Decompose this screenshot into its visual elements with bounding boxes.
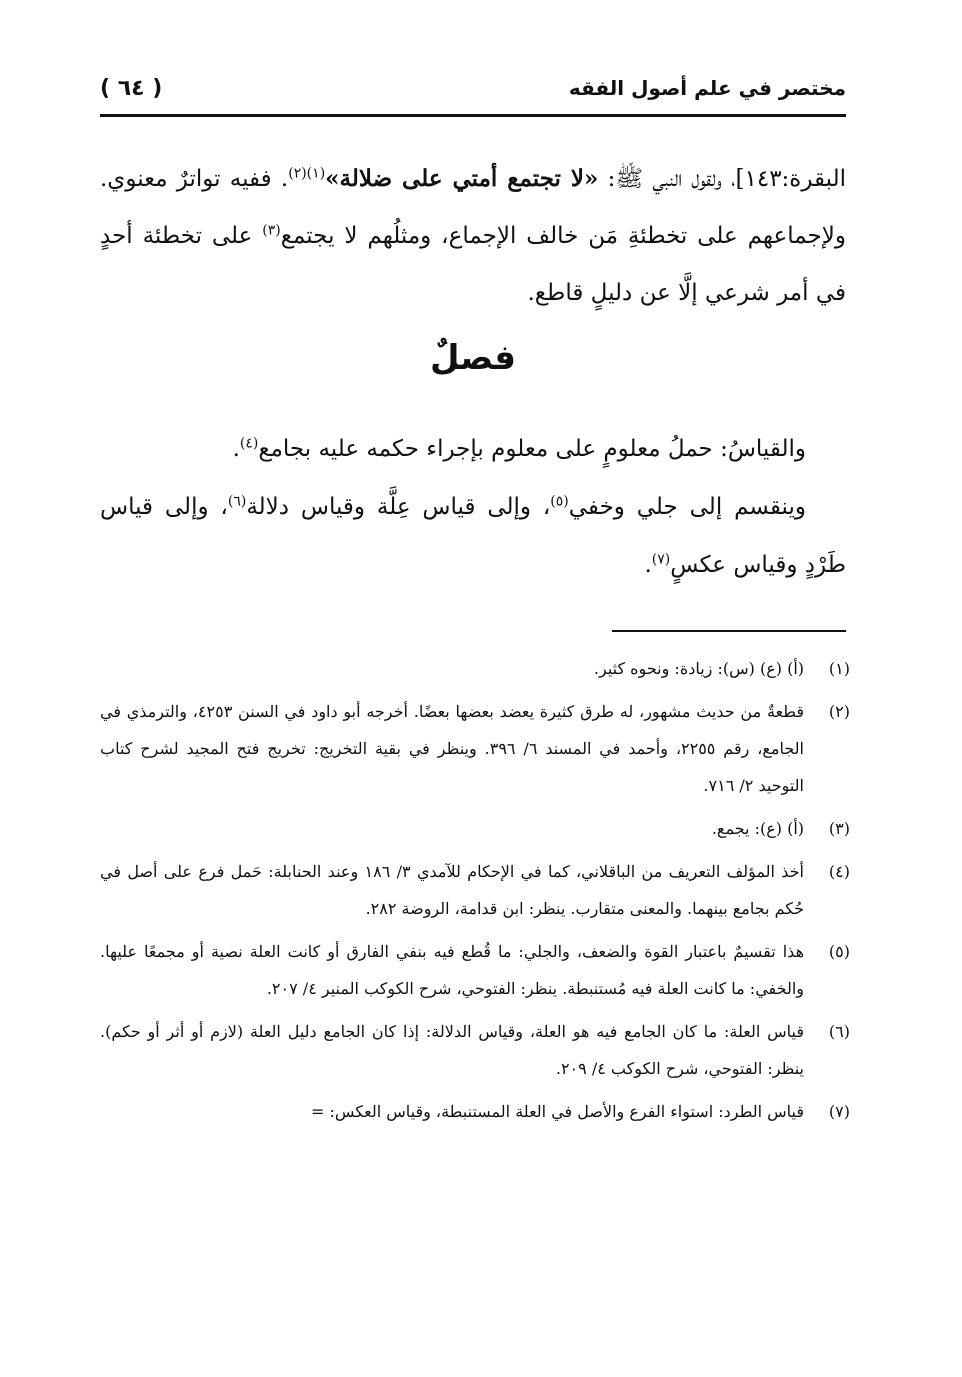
footnote-ref-1-2: (١)(٢) xyxy=(288,165,326,182)
division-text-a: وينقسم إلى جلي وخفي xyxy=(568,494,806,520)
footnote-ref-7: (٧) xyxy=(651,551,671,568)
book-title: مختصر في علم أصول الفقه xyxy=(568,76,846,100)
footnote-number: (٧) xyxy=(828,1102,850,1121)
section-body xyxy=(100,420,846,594)
footnote xyxy=(100,810,850,847)
definition-text: والقياسُ: حملُ معلومٍ على معلوم بإجراء حكمه عليه بجامع xyxy=(258,436,806,462)
citation-text: البقرة:١٤٣]، ولقول النبي ﷺ: xyxy=(598,166,847,192)
running-header xyxy=(100,68,846,108)
division-text-c: ، وإلى قياس طَرْدٍ وقياس عكسٍ xyxy=(100,494,846,578)
division-paragraph xyxy=(100,478,846,594)
footnote-ref-5: (٥) xyxy=(550,493,569,510)
footnote xyxy=(100,853,850,927)
footnote-ref-6: (٦) xyxy=(227,493,247,510)
footnote-text: (أ) (ع) (س): زيادة: ونحوه كثير. xyxy=(593,659,804,678)
footnote-number: (٥) xyxy=(828,942,850,961)
footnote xyxy=(100,650,850,687)
definition-paragraph xyxy=(100,420,846,478)
punctuation: . xyxy=(232,436,240,462)
header-divider xyxy=(100,114,846,117)
footnote-text: (أ) (ع): يجمع. xyxy=(711,819,804,838)
footnote-number: (٣) xyxy=(828,819,850,838)
paragraph-text-end: على تخطئة أحدٍ في أمر شرعي إلَّا عن دليلٍ قاطع. xyxy=(100,223,846,306)
footnote xyxy=(100,1013,850,1087)
footnote xyxy=(100,1093,850,1130)
division-text-b: ، وإلى قياس عِلَّة وقياس دلالة xyxy=(246,494,551,520)
footnote xyxy=(100,933,850,1007)
punctuation: . xyxy=(644,552,652,578)
footnote-ref-3: (٣) xyxy=(262,222,281,239)
footnote-text: قياس العلة: ما كان الجامع فيه هو العلة، وقياس الدلالة: إذا كان الجامع دليل العلة (لازم أو أثر أو حكم). ينظر: الفتوحي، شرح الكوكب ٤/ ٢٠٩. xyxy=(100,1022,804,1078)
footnote-number: (١) xyxy=(828,659,850,678)
hadith-quote: «لا تجتمع أمتي على ضلالة» xyxy=(325,165,599,192)
footnote-text: هذا تقسيمٌ باعتبار القوة والضعف، والجلي: ما قُطع فيه بنفي الفارق أو كانت العلة نصية أو مجمعًا عليها. والخفي: ما كانت العلة فيه مُستنبطة. ينظر: الفتوحي، شرح الكوكب المنير ٤/ ٢٠٧. xyxy=(100,942,804,998)
footnote-number: (٤) xyxy=(828,862,850,881)
footnotes xyxy=(100,650,850,1136)
paragraph-text: . ففيه تواترٌ معنوي. ولإجماعهم على تخطئةِ مَن خالف الإجماع، ومثلُهم لا يجتمع xyxy=(100,166,846,249)
footnote xyxy=(100,693,850,804)
page-number: ( ٦٤ ) xyxy=(100,75,163,101)
footnote-text: أخذ المؤلف التعريف من الباقلاني، كما في الإحكام للآمدي ٣/ ١٨٦ وعند الحنابلة: حَمل فرع على أصل في حُكم بجامع بينهما. والمعنى متقارب. ينظر: ابن قدامة، الروضة ٢٨٢. xyxy=(100,862,804,918)
footnote-number: (٦) xyxy=(828,1022,850,1041)
main-paragraph xyxy=(100,150,846,322)
footnote-text: قطعةٌ من حديث مشهور، له طرق كثيرة يعضد بعضها بعضًا. أخرجه أبو داود في السنن ٤٢٥٣، والترمذي في الجامع، رقم ٢٢٥٥، وأحمد في المسند ٦/ ٣٩٦. وينظر في بقية التخريج: تخريج فتح المجيد لشرح كتاب التوحيد ٢/ ٧١٦. xyxy=(100,702,805,795)
footnote-number: (٢) xyxy=(828,702,850,721)
footnote-text: قياس الطرد: استواء الفرع والأصل في العلة المستنبطة، وقياس العكس: = xyxy=(310,1102,804,1121)
footnote-divider xyxy=(612,630,846,632)
paragraph-1 xyxy=(100,150,846,322)
section-heading: فصلٌ xyxy=(429,338,517,378)
footnote-ref-4: (٤) xyxy=(239,435,259,452)
